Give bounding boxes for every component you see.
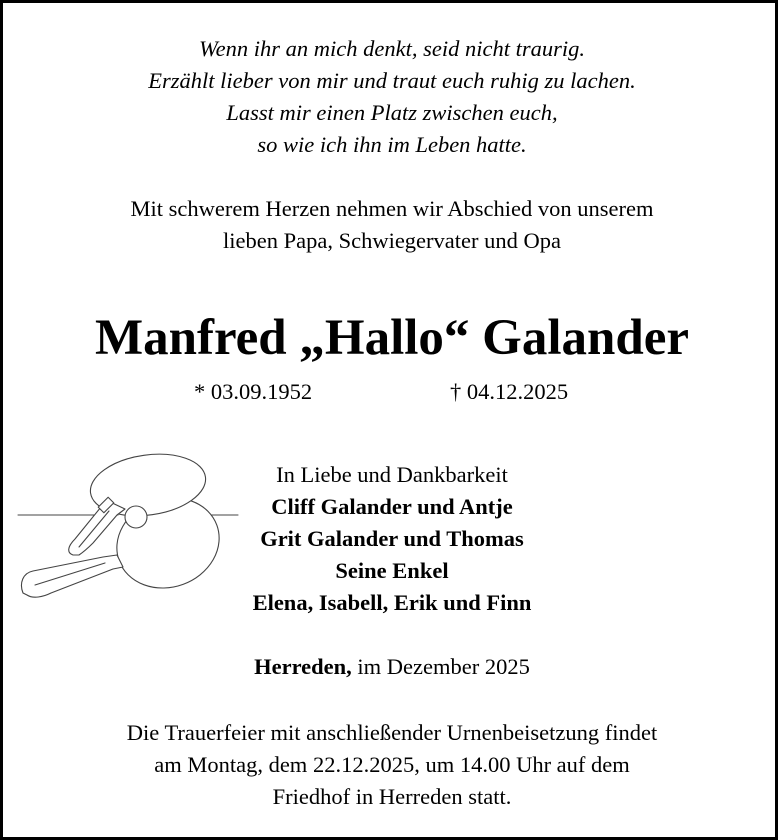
death-date: † 04.12.2025 [450, 379, 569, 404]
poem-line: Erzählt lieber von mir und traut euch ruhig zu lachen. [148, 68, 636, 93]
family-member: Seine Enkel [335, 558, 449, 583]
funeral-line: Friedhof in Herreden statt. [272, 784, 512, 809]
place-town: Herreden, [254, 654, 352, 679]
funeral-info [3, 717, 778, 813]
poem-line: so wie ich ihn im Leben hatte. [257, 132, 527, 157]
intro-line: Mit schwerem Herzen nehmen wir Abschied von unserem [130, 196, 654, 221]
family-member: Elena, Isabell, Erik und Finn [252, 590, 532, 615]
poem [3, 33, 778, 161]
family-intro: In Liebe und Dankbarkeit [276, 462, 508, 487]
birth-date: * 03.09.1952 [194, 379, 313, 404]
family-member: Grit Galander und Thomas [260, 526, 524, 551]
life-dates [3, 377, 778, 407]
intro-line: lieben Papa, Schwiegervater und Opa [222, 228, 561, 253]
funeral-line: am Montag, dem 22.12.2025, um 14.00 Uhr auf dem [154, 752, 630, 777]
place-date [3, 651, 778, 683]
farewell-intro [3, 193, 778, 257]
family-member: Cliff Galander und Antje [271, 494, 513, 519]
poem-line: Wenn ihr an mich denkt, seid nicht traurig. [198, 36, 585, 61]
deceased-name: Manfred „Hallo“ Galander [94, 310, 690, 366]
funeral-line: Die Trauerfeier mit anschließender Urnenbeisetzung findet [126, 720, 658, 745]
place-month: im Dezember 2025 [351, 654, 530, 679]
family-signatures [3, 459, 778, 619]
poem-line: Lasst mir einen Platz zwischen euch, [226, 100, 558, 125]
